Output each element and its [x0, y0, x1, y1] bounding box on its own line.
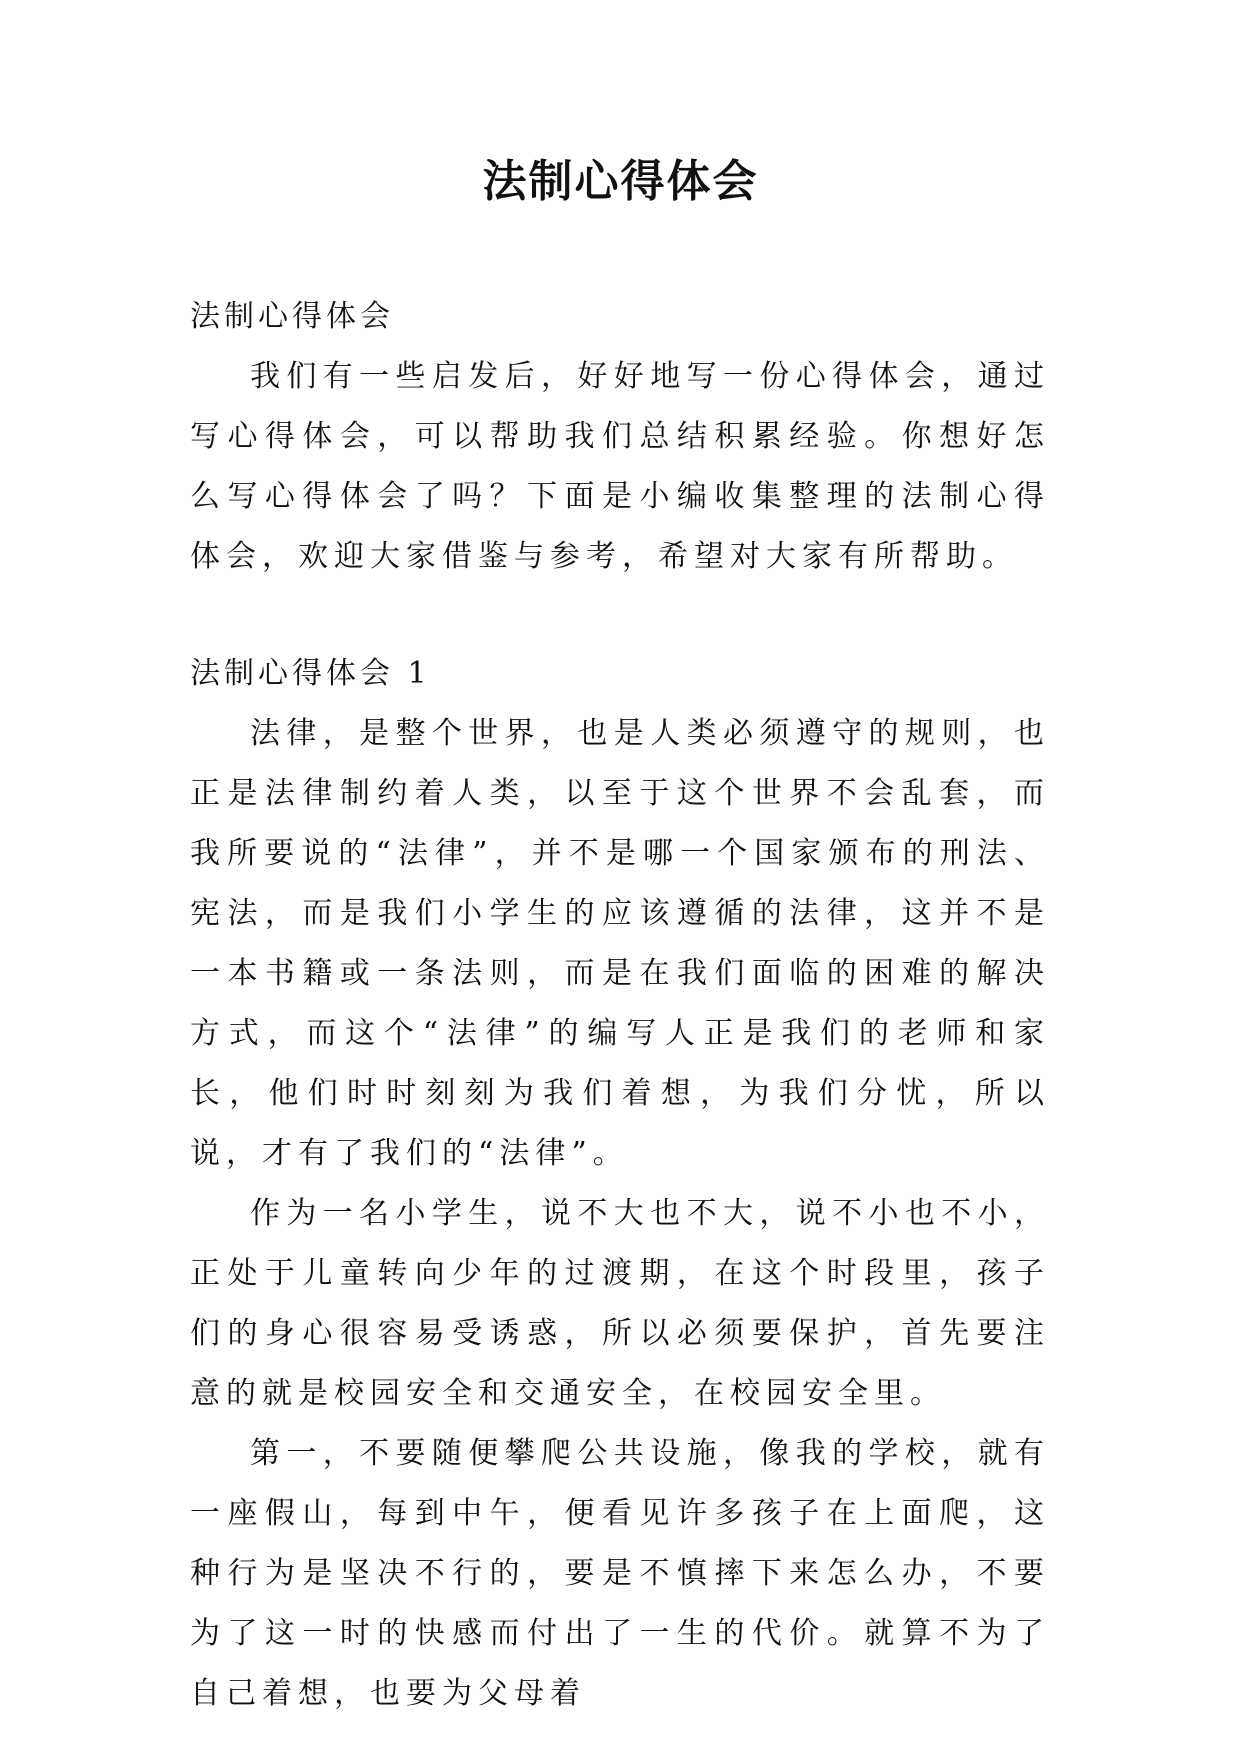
- document-body: [190, 287, 1050, 1724]
- intro-paragraph: 我们有一些启发后，好好地写一份心得体会，通过写心得体会，可以帮助我们总结积累经验。你想好怎么写心得体会了吗？下面是小编收集整理的法制心得体会，欢迎大家借鉴与参考，希望对大家有所帮助。: [190, 359, 1050, 574]
- section-spacer: [190, 587, 1050, 644]
- body-paragraph: 作为一名小学生，说不大也不大，说不小也不小，正处于儿童转向少年的过渡期，在这个时段里，孩子们的身心很容易受诱惑，所以必须要保护，首先要注意的就是校园安全和交通安全，在校园安全里。: [190, 1196, 1050, 1411]
- document-subtitle: 法制心得体会: [190, 299, 394, 334]
- body-paragraph: 法律，是整个世界，也是人类必须遵守的规则，也正是法律制约着人类，以至于这个世界不会乱套，而我所要说的“法律”，并不是哪一个国家颁布的刑法、宪法，而是我们小学生的应该遵循的法律，这并不是一本书籍或一条法则，而是在我们面临的困难的解决方式，而这个“法律”的编写人正是我们的老师和家长，他们时时刻刻为我们着想，为我们分忧，所以说，才有了我们的“法律”。: [190, 716, 1050, 1171]
- body-paragraph: 第一，不要随便攀爬公共设施，像我的学校，就有一座假山，每到中午，便看见许多孩子在上面爬，这种行为是坚决不行的，要是不慎摔下来怎么办，不要为了这一时的快感而付出了一生的代价。就算不为了自己着想，也要为父母着: [190, 1436, 1050, 1711]
- section-heading: 法制心得体会 1: [190, 656, 431, 691]
- document-title: 法制心得体会: [482, 156, 759, 207]
